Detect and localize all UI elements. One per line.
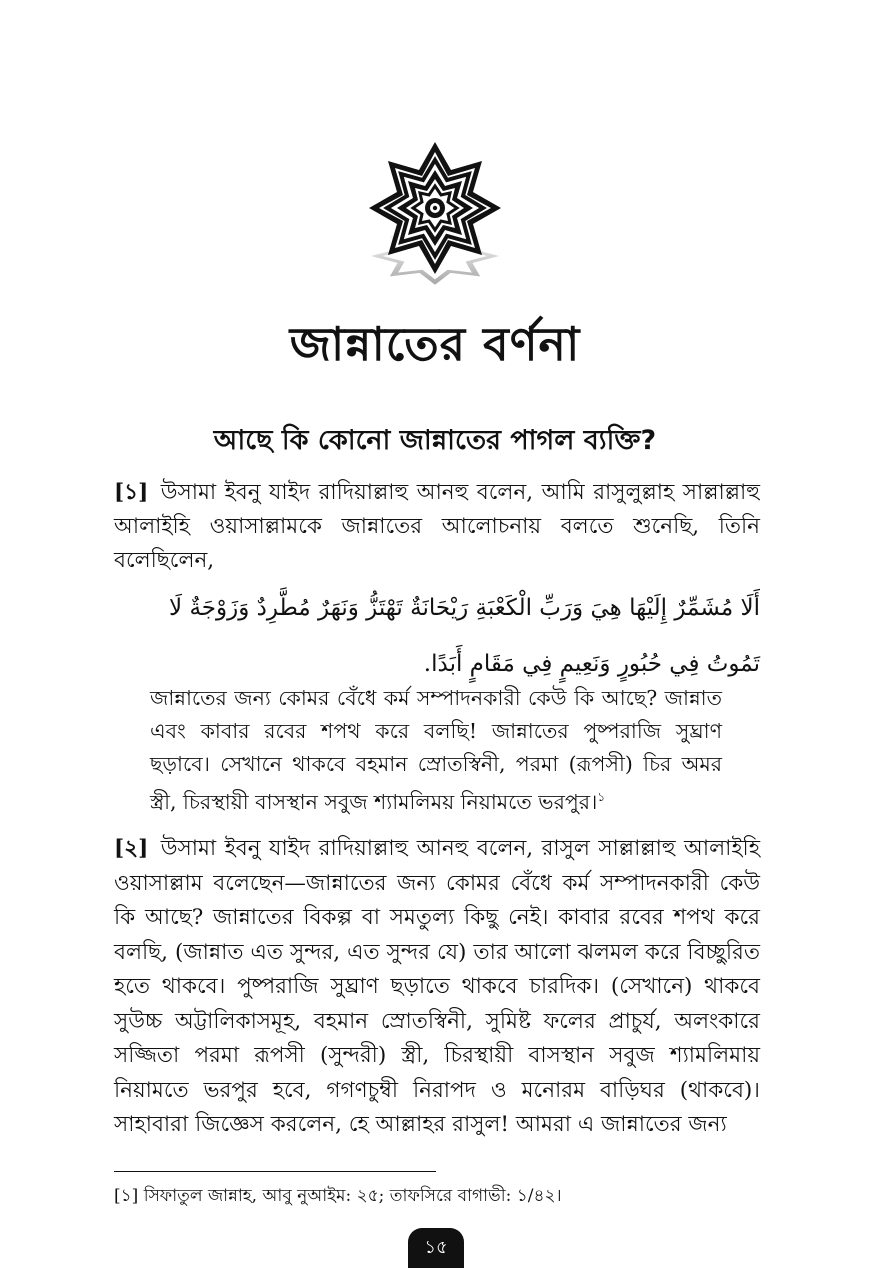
paragraph-1 <box>114 476 760 578</box>
chapter-title: জান্নাতের বর্ণনা <box>289 317 581 371</box>
footnote: [১] সিফাতুল জান্নাহ, আবু নুআইম: ২৫; তাফসিরে বাগাভী: ১/৪২। <box>114 1186 562 1206</box>
page-number: ১৫ <box>424 1236 448 1258</box>
arabic-hadith-quote: أَلَا مُشَمِّرٌ إِلَيْهَا هِيَ وَرَبِّ الْكَعْبَةِ رَيْحَانَةٌ تَهْتَزُّ وَنَهَرٌ مُطَّرِدٌ وَزَوْجَةٌ لَا تَمُوتُ فِي حُبُورٍ وَنَعِيمٍ فِي مَقَامٍ أَبَدًا. <box>169 595 760 677</box>
page-number-tab <box>408 1228 464 1268</box>
paragraph-number: [২] <box>114 836 149 861</box>
paragraph-2 <box>114 832 760 1143</box>
hadith-translation <box>150 682 722 819</box>
footnote-reference[interactable]: ১ <box>597 790 606 804</box>
paragraph-text: উসামা ইবনু যাইদ রাদিয়াল্লাহু আনহু বলেন, আমি রাসুলুল্লাহ সাল্লাল্লাহু আলাইহি ওয়াসাল্লামকে জান্নাতের আলোচনায় বলতে শুনেছি, তিনি বলেছিলেন, <box>114 480 760 573</box>
star-mandala-ornament-icon <box>360 138 510 298</box>
translation-text: জান্নাতের জন্য কোমর বেঁধে কর্ম সম্পাদনকারী কেউ কি আছে? জান্নাত এবং কাবার রবের শপথ করে বলছি! জান্নাতের পুষ্পরাজি সুঘ্রাণ ছড়াবে। সেখানে থাকবে বহমান স্রোতস্বিনী, পরমা (রূপসী) চির অমর স্ত্রী, চিরস্থায়ী বাসস্থান সবুজ শ্যামলিময় নিয়ামতে ভরপুর। <box>150 686 722 814</box>
paragraph-text: উসামা ইবনু যাইদ রাদিয়াল্লাহু আনহু বলেন, রাসুল সাল্লাল্লাহু আলাইহি ওয়াসাল্লাম বলেছেন—জান্নাতের জন্য কোমর বেঁধে কর্ম সম্পাদনকারী কেউ কি আছে? জান্নাতের বিকল্প বা সমতুল্য কিছু নেই। কাবার রবের শপথ করে বলছি, (জান্নাত এত সুন্দর, এত সুন্দর যে) তার আলো ঝলমল করে বিচ্ছুরিত হতে থাকবে। পুষ্পরাজি সুঘ্রাণ ছড়াতে থাকবে চারদিক। (সেখানে) থাকবে সুউচ্চ অট্টালিকাসমূহ, বহমান স্রোতস্বিনী, সুমিষ্ট ফলের প্রাচুর্য, অলংকারে সজ্জিতা পরমা রূপসী (সুন্দরী) স্ত্রী, চিরস্থায়ী বাসস্থান সবুজ শ্যামলিমায় নিয়ামতে ভরপুর হবে, গগণচুম্বী নিরাপদ ও মনোরম বাড়িঘর (থাকবে)। সাহাবারা জিজ্ঞেস করলেন, হে আল্লাহর রাসুল! আমরা এ জান্নাতের জন্য <box>114 836 760 1137</box>
section-title: আছে কি কোনো জান্নাতের পাগল ব্যক্তি? <box>213 425 657 456</box>
paragraph-number: [১] <box>114 480 149 505</box>
footnote-divider <box>114 1171 436 1172</box>
